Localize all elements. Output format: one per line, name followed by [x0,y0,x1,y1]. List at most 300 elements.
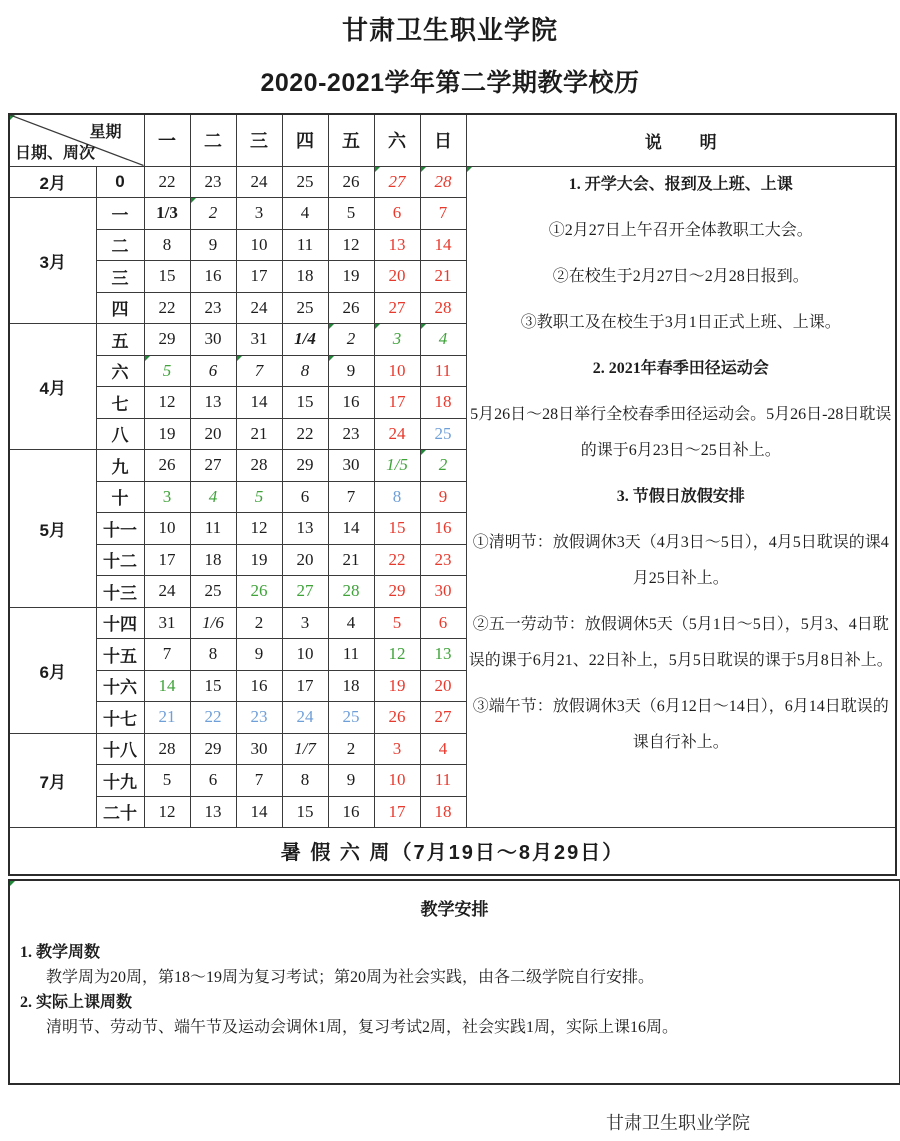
day-number: 29 [388,581,406,601]
corner-weekday-label: 星期 [89,124,122,141]
day-number: 29 [204,738,222,758]
week-number-label: 二 [96,229,144,261]
week-number-label: 七 [96,387,144,419]
month-label: 2月 [9,166,96,198]
day-cell [282,607,328,639]
day-cell [420,292,466,324]
day-cell [282,229,328,261]
day-cell [236,513,282,545]
day-number: 28 [434,171,452,191]
day-number: 22 [296,423,314,443]
day-number: 10 [388,770,406,790]
week-number-label: 六 [96,355,144,387]
teaching-arrangement-box [8,879,900,1085]
day-cell [190,229,236,261]
day-number: 21 [342,549,360,569]
day-cell [190,639,236,671]
day-cell [282,355,328,387]
day-number: 18 [434,392,452,412]
day-cell [420,513,466,545]
day-cell [144,639,190,671]
week-number-label: 九 [96,450,144,482]
day-number: 9 [346,770,356,790]
excel-flag-icon [145,356,150,361]
day-cell [144,607,190,639]
day-cell [144,481,190,513]
day-number: 9 [254,644,264,664]
day-number: 12 [158,392,176,412]
day-cell [236,198,282,230]
day-number: 17 [296,675,314,695]
day-cell [236,229,282,261]
day-number: 26 [388,707,406,727]
day-cell [420,702,466,734]
weekday-header-sun: 日 [420,114,466,166]
day-cell [236,324,282,356]
day-number: 25 [296,297,314,317]
day-cell [420,198,466,230]
day-cell [374,261,420,293]
day-number: 27 [296,581,314,601]
day-cell [190,702,236,734]
day-cell [374,166,420,198]
day-cell [282,324,328,356]
week-number-label: 二十 [96,796,144,828]
day-number: 27 [204,455,222,475]
day-number: 17 [388,801,406,821]
day-cell [144,292,190,324]
weekday-header-sat: 六 [374,114,420,166]
day-number: 1/3 [156,203,178,223]
day-number: 6 [208,770,218,790]
day-number: 16 [204,266,222,286]
day-cell [190,261,236,293]
day-number: 19 [342,266,360,286]
day-number: 29 [158,329,176,349]
day-cell [190,513,236,545]
week-number-label: 十六 [96,670,144,702]
day-number: 23 [250,707,268,727]
excel-flag-icon [329,324,334,329]
day-number: 26 [342,297,360,317]
day-number: 3 [300,612,310,632]
teaching-line: 2. 实际上课周数 [20,993,133,1011]
week-number-label: 0 [96,166,144,198]
day-cell [236,450,282,482]
day-cell [420,355,466,387]
day-cell [144,733,190,765]
day-number: 31 [250,329,268,349]
day-number: 16 [434,518,452,538]
day-number: 5 [254,486,264,506]
day-cell [144,765,190,797]
day-cell [374,639,420,671]
day-number: 24 [296,707,314,727]
day-number: 3 [392,738,402,758]
day-number: 7 [438,203,448,223]
day-number: 2 [346,329,356,349]
day-number: 30 [250,738,268,758]
day-number: 2 [254,612,264,632]
excel-flag-icon [375,167,380,172]
day-number: 19 [388,675,406,695]
day-cell [282,481,328,513]
calendar-table [8,113,897,876]
day-cell [190,355,236,387]
month-label: 5月 [9,450,96,608]
day-cell [236,607,282,639]
day-number: 25 [296,171,314,191]
day-cell [374,733,420,765]
day-cell [282,450,328,482]
day-cell [282,261,328,293]
day-number: 27 [388,171,406,191]
note-paragraph: ①2月27日上午召开全体教职工大会。 [548,221,813,239]
day-number: 25 [434,423,452,443]
day-cell [190,670,236,702]
day-number: 28 [158,738,176,758]
day-cell [420,670,466,702]
day-cell [420,229,466,261]
day-number: 15 [388,518,406,538]
day-number: 7 [346,486,356,506]
day-number: 10 [388,360,406,380]
day-number: 24 [250,297,268,317]
day-number: 6 [392,203,402,223]
day-cell [236,418,282,450]
day-cell [190,418,236,450]
day-number: 11 [434,360,452,380]
day-number: 21 [434,266,452,286]
day-cell [144,387,190,419]
day-cell [374,324,420,356]
day-number: 12 [158,801,176,821]
month-label: 7月 [9,733,96,828]
day-number: 18 [342,675,360,695]
day-number: 3 [392,329,402,349]
week-number-label: 八 [96,418,144,450]
day-number: 6 [208,360,218,380]
day-cell [282,576,328,608]
day-number: 10 [296,644,314,664]
teaching-arrangement-lines [20,940,889,1040]
day-cell [420,733,466,765]
day-cell [374,387,420,419]
excel-flag-icon [375,324,380,329]
day-number: 14 [250,392,268,412]
day-number: 14 [434,234,452,254]
day-number: 18 [434,801,452,821]
day-cell [328,576,374,608]
day-number: 1/7 [294,738,316,758]
note-paragraph: ②在校生于2月27日～2月28日报到。 [552,267,809,285]
day-number: 7 [162,644,172,664]
day-number: 16 [342,392,360,412]
day-number: 15 [296,392,314,412]
excel-flag-icon [421,450,426,455]
day-cell [328,418,374,450]
day-number: 9 [346,360,356,380]
day-cell [328,607,374,639]
day-number: 9 [438,486,448,506]
day-cell [144,670,190,702]
day-cell [236,355,282,387]
excel-flag-icon [10,881,15,886]
day-number: 17 [388,392,406,412]
day-number: 5 [162,770,172,790]
day-cell [328,733,374,765]
day-cell [190,292,236,324]
week-number-label: 一 [96,198,144,230]
weekday-header-mon: 一 [144,114,190,166]
day-cell [236,639,282,671]
day-number: 4 [208,486,218,506]
day-number: 5 [392,612,402,632]
day-number: 4 [438,738,448,758]
day-number: 4 [300,203,310,223]
day-cell [374,355,420,387]
day-cell [328,481,374,513]
day-number: 14 [250,801,268,821]
week-number-label: 十三 [96,576,144,608]
day-cell [328,292,374,324]
day-number: 2 [438,455,448,475]
week-number-label: 十二 [96,544,144,576]
day-cell [144,355,190,387]
week-number-label: 五 [96,324,144,356]
notes-cell [466,166,896,828]
excel-flag-icon [421,167,426,172]
page-title: 甘肃卫生职业学院 [341,15,558,45]
day-number: 8 [162,234,172,254]
day-cell [144,450,190,482]
day-number: 30 [204,329,222,349]
day-cell [190,324,236,356]
day-number: 1/5 [386,455,408,475]
day-number: 15 [158,266,176,286]
day-cell [374,576,420,608]
day-cell [328,544,374,576]
day-cell [420,607,466,639]
day-cell [190,607,236,639]
day-number: 9 [208,234,218,254]
day-number: 13 [204,801,222,821]
day-cell [420,418,466,450]
day-number: 11 [296,234,314,254]
day-number: 8 [208,644,218,664]
day-cell [144,261,190,293]
day-cell [374,450,420,482]
footer-school-name: 甘肃卫生职业学院 [606,1113,750,1133]
day-cell [328,639,374,671]
day-number: 25 [204,581,222,601]
teaching-line: 教学周为20周，第18～19周为复习考试；第20周为社会实践，由各二级学院自行安排。 [46,968,655,986]
week-number-label: 十七 [96,702,144,734]
day-number: 20 [434,675,452,695]
day-cell [236,481,282,513]
day-number: 17 [158,549,176,569]
day-cell [420,450,466,482]
day-number: 8 [300,770,310,790]
week-number-label: 十 [96,481,144,513]
weekday-header-tue: 二 [190,114,236,166]
day-cell [328,229,374,261]
day-number: 18 [204,549,222,569]
day-number: 23 [204,297,222,317]
month-label: 3月 [9,198,96,324]
excel-flag-icon [329,356,334,361]
day-cell [328,796,374,828]
day-cell [144,229,190,261]
day-number: 23 [434,549,452,569]
day-cell [328,198,374,230]
day-cell [282,702,328,734]
day-cell [144,513,190,545]
day-cell [144,702,190,734]
week-number-label: 十八 [96,733,144,765]
day-cell [374,670,420,702]
weekday-header-fri: 五 [328,114,374,166]
teaching-line: 清明节、劳动节、端午节及运动会调休1周，复习考试2周，社会实践1周，实际上课16周。 [46,1018,679,1036]
day-cell [420,481,466,513]
day-number: 29 [296,455,314,475]
page-subtitle: 2020-2021学年第二学期教学校历 [260,69,640,97]
day-number: 22 [158,297,176,317]
day-cell [328,450,374,482]
day-number: 12 [388,644,406,664]
day-cell [236,733,282,765]
day-cell [374,229,420,261]
day-cell [282,198,328,230]
day-number: 14 [342,518,360,538]
day-number: 25 [342,707,360,727]
day-number: 28 [434,297,452,317]
day-cell [328,166,374,198]
day-number: 24 [158,581,176,601]
day-number: 3 [162,486,172,506]
day-number: 18 [296,266,314,286]
day-number: 7 [254,770,264,790]
week-number-label: 十四 [96,607,144,639]
day-cell [282,733,328,765]
day-cell [282,544,328,576]
day-number: 16 [342,801,360,821]
day-cell [282,670,328,702]
note-paragraph: 2. 2021年春季田径运动会 [592,359,769,377]
day-cell [236,765,282,797]
day-cell [190,733,236,765]
day-number: 5 [162,360,172,380]
excel-flag-icon [421,324,426,329]
day-cell [420,765,466,797]
day-number: 21 [250,423,268,443]
week-number-label: 十九 [96,765,144,797]
day-cell [236,796,282,828]
day-cell [144,418,190,450]
day-cell [374,198,420,230]
teaching-arrangement-title: 教学安排 [420,899,489,919]
day-number: 23 [204,171,222,191]
day-number: 30 [434,581,452,601]
notes-header: 说 明 [466,114,896,166]
day-number: 8 [392,486,402,506]
day-number: 16 [250,675,268,695]
day-cell [236,261,282,293]
day-cell [282,765,328,797]
day-cell [420,639,466,671]
day-cell [420,796,466,828]
day-cell [374,544,420,576]
day-cell [328,513,374,545]
day-number: 27 [434,707,452,727]
day-cell [144,324,190,356]
note-paragraph: 5月26日～28日举行全校春季田径运动会。5月26日-28日耽误的课于6月23日～25日补上。 [470,405,892,459]
day-number: 19 [250,549,268,569]
day-number: 2 [346,738,356,758]
note-paragraph: 3. 节假日放假安排 [616,487,745,505]
day-cell [236,387,282,419]
day-number: 10 [158,518,176,538]
day-cell [282,166,328,198]
day-cell [190,765,236,797]
day-number: 23 [342,423,360,443]
day-cell [328,261,374,293]
day-cell [190,198,236,230]
day-cell [328,670,374,702]
day-cell [144,166,190,198]
note-paragraph: ③端午节：放假调休3天（6月12日～14日），6月14日耽误的课自行补上。 [472,697,889,751]
month-label: 4月 [9,324,96,450]
excel-flag-icon [237,356,242,361]
day-number: 11 [342,644,360,664]
day-number: 1/4 [294,329,316,349]
day-number: 20 [296,549,314,569]
day-number: 24 [388,423,406,443]
day-cell [328,702,374,734]
day-cell [328,765,374,797]
day-cell [374,513,420,545]
day-cell [374,607,420,639]
note-paragraph: ③教职工及在校生于3月1日正式上班、上课。 [520,313,841,331]
day-cell [190,796,236,828]
summer-vacation-label: 暑 假 六 周（7月19日～8月29日） [9,828,896,875]
day-number: 7 [254,360,264,380]
corner-date-week-label: 日期、周次 [15,144,96,162]
day-cell [282,292,328,324]
summer-vacation-row [9,828,896,875]
day-number: 14 [158,675,176,695]
day-number: 13 [204,392,222,412]
day-number: 31 [158,612,176,632]
day-cell [328,387,374,419]
day-cell [374,702,420,734]
day-cell [420,166,466,198]
day-cell [236,292,282,324]
day-cell [190,450,236,482]
note-paragraph: ②五一劳动节：放假调休5天（5月1日～5日），5月3、4日耽误的课于6月21、22日补上，5月5日耽误的课于5月8日补上。 [468,615,893,669]
day-cell [190,576,236,608]
day-cell [236,544,282,576]
day-number: 19 [158,423,176,443]
day-number: 22 [158,171,176,191]
week-number-label: 十一 [96,513,144,545]
day-number: 4 [438,329,448,349]
week-number-label: 三 [96,261,144,293]
day-number: 8 [300,360,310,380]
excel-flag-icon [191,198,196,203]
weekday-header-wed: 三 [236,114,282,166]
day-cell [328,355,374,387]
